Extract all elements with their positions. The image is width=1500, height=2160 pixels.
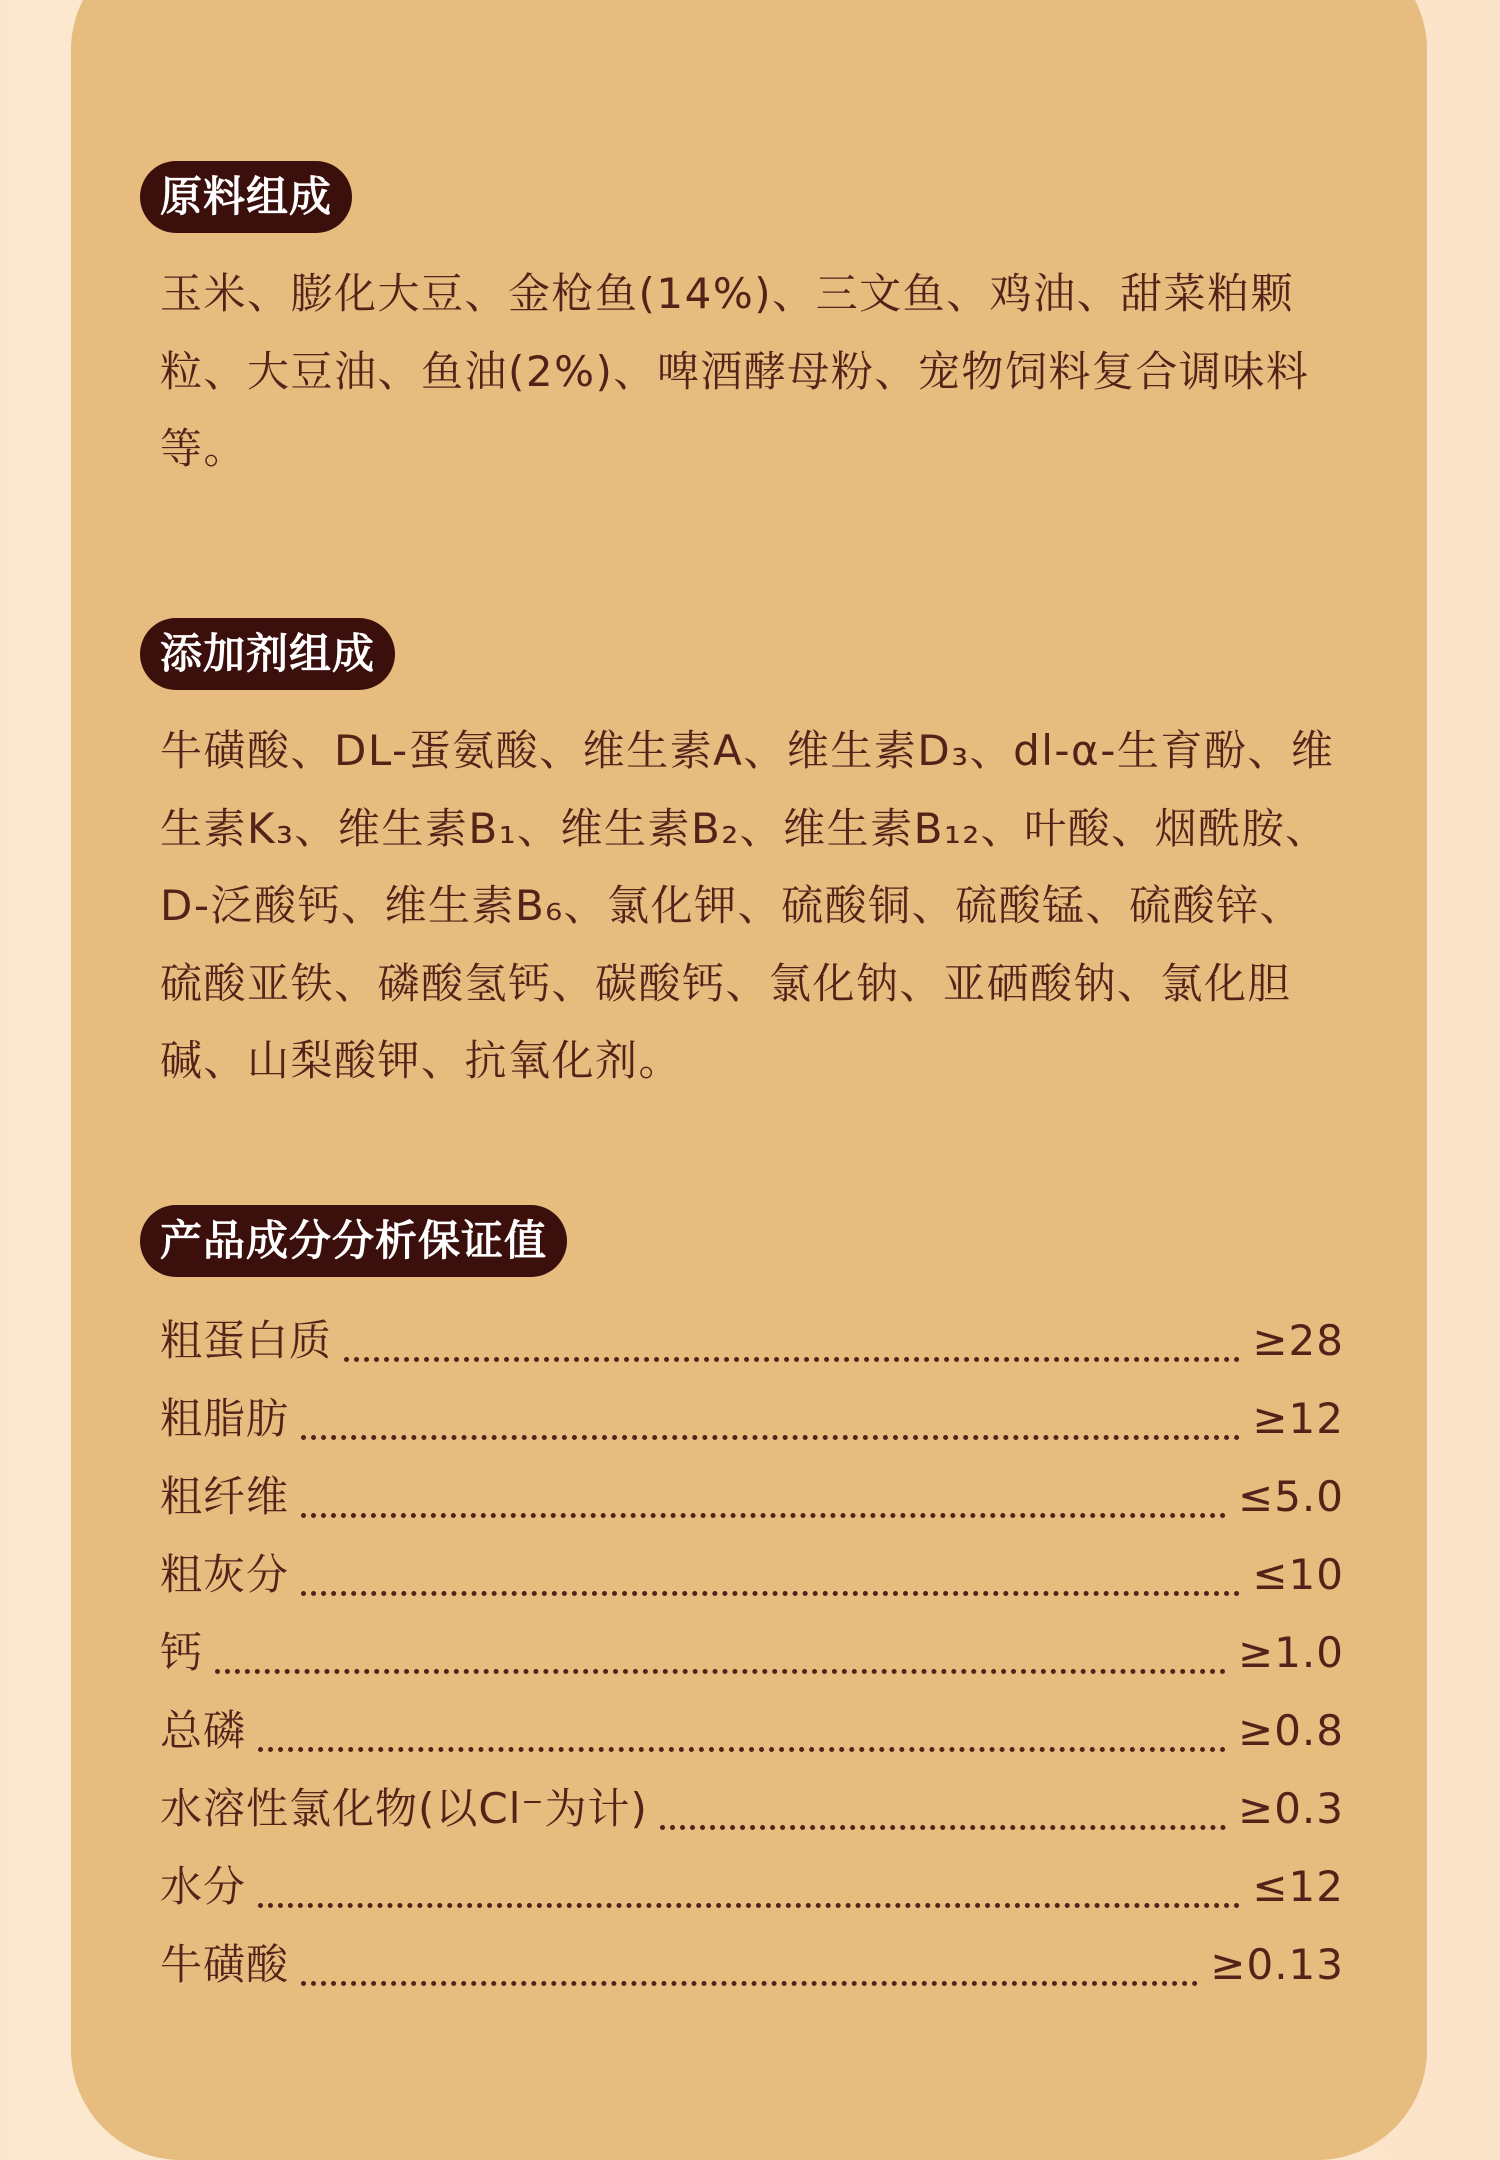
analysis-row [160, 1770, 1344, 1848]
analysis-row-value: ≤10 [1252, 1550, 1344, 1599]
dot-leader [660, 1825, 1226, 1830]
additives-text: 牛磺酸、DL-蛋氨酸、维生素A、维生素D₃、dl-α-生育酚、维生素K₃、维生素B₁、维生素B₂、维生素B₁₂、叶酸、烟酰胺、D-泛酸钙、维生素B₆、氯化钾、硫酸铜、硫酸锰、硫酸锌、硫酸亚铁、磷酸氢钙、碳酸钙、氯化钠、亚硒酸钠、氯化胆碱、山梨酸钾、抗氧化剂。 [160, 726, 1335, 1085]
analysis-row-label: 水溶性氯化物(以Cl⁻为计) [160, 1784, 648, 1833]
analysis-row [160, 1614, 1344, 1692]
raw-materials-section [140, 161, 1344, 488]
analysis-list [140, 1302, 1344, 2004]
analysis-row [160, 1302, 1344, 1380]
analysis-row-value: ≥0.3 [1238, 1784, 1344, 1833]
dot-leader [301, 1513, 1226, 1518]
dot-leader [301, 1981, 1198, 1986]
analysis-row-value: ≥12 [1252, 1394, 1344, 1443]
analysis-row [160, 1926, 1344, 2004]
analysis-row-label: 总磷 [160, 1706, 247, 1755]
analysis-row-label: 粗脂肪 [160, 1394, 290, 1443]
analysis-row [160, 1848, 1344, 1926]
dot-leader [258, 1903, 1240, 1908]
dot-leader [258, 1747, 1226, 1752]
analysis-row-label: 牛磺酸 [160, 1940, 290, 1989]
analysis-row-value: ≥0.8 [1238, 1706, 1344, 1755]
analysis-row-value: ≥0.13 [1210, 1940, 1344, 1989]
analysis-row [160, 1380, 1344, 1458]
analysis-row-label: 粗蛋白质 [160, 1316, 333, 1365]
analysis-row [160, 1536, 1344, 1614]
analysis-row [160, 1458, 1344, 1536]
analysis-section [140, 1205, 1344, 2004]
analysis-row-label: 粗灰分 [160, 1550, 290, 1599]
dot-leader [215, 1669, 1226, 1674]
analysis-row-label: 粗纤维 [160, 1472, 290, 1521]
raw-materials-text: 玉米、膨化大豆、金枪鱼(14%)、三文鱼、鸡油、甜菜粕颗粒、大豆油、鱼油(2%)、啤酒酵母粉、宠物饲料复合调味料等。 [160, 269, 1310, 473]
additives-title: 添加剂组成 [140, 618, 395, 690]
analysis-row [160, 1692, 1344, 1770]
additives-section [140, 618, 1344, 1100]
analysis-row-label: 钙 [160, 1628, 204, 1677]
analysis-row-value: ≥28 [1252, 1316, 1344, 1365]
analysis-title: 产品成分分析保证值 [140, 1205, 567, 1277]
raw-materials-title: 原料组成 [140, 161, 352, 233]
analysis-row-value: ≤12 [1252, 1862, 1344, 1911]
dot-leader [301, 1591, 1240, 1596]
dot-leader [344, 1357, 1240, 1362]
analysis-row-label: 水分 [160, 1862, 247, 1911]
analysis-row-value: ≤5.0 [1238, 1472, 1344, 1521]
dot-leader [301, 1435, 1240, 1440]
analysis-row-value: ≥1.0 [1238, 1628, 1344, 1677]
